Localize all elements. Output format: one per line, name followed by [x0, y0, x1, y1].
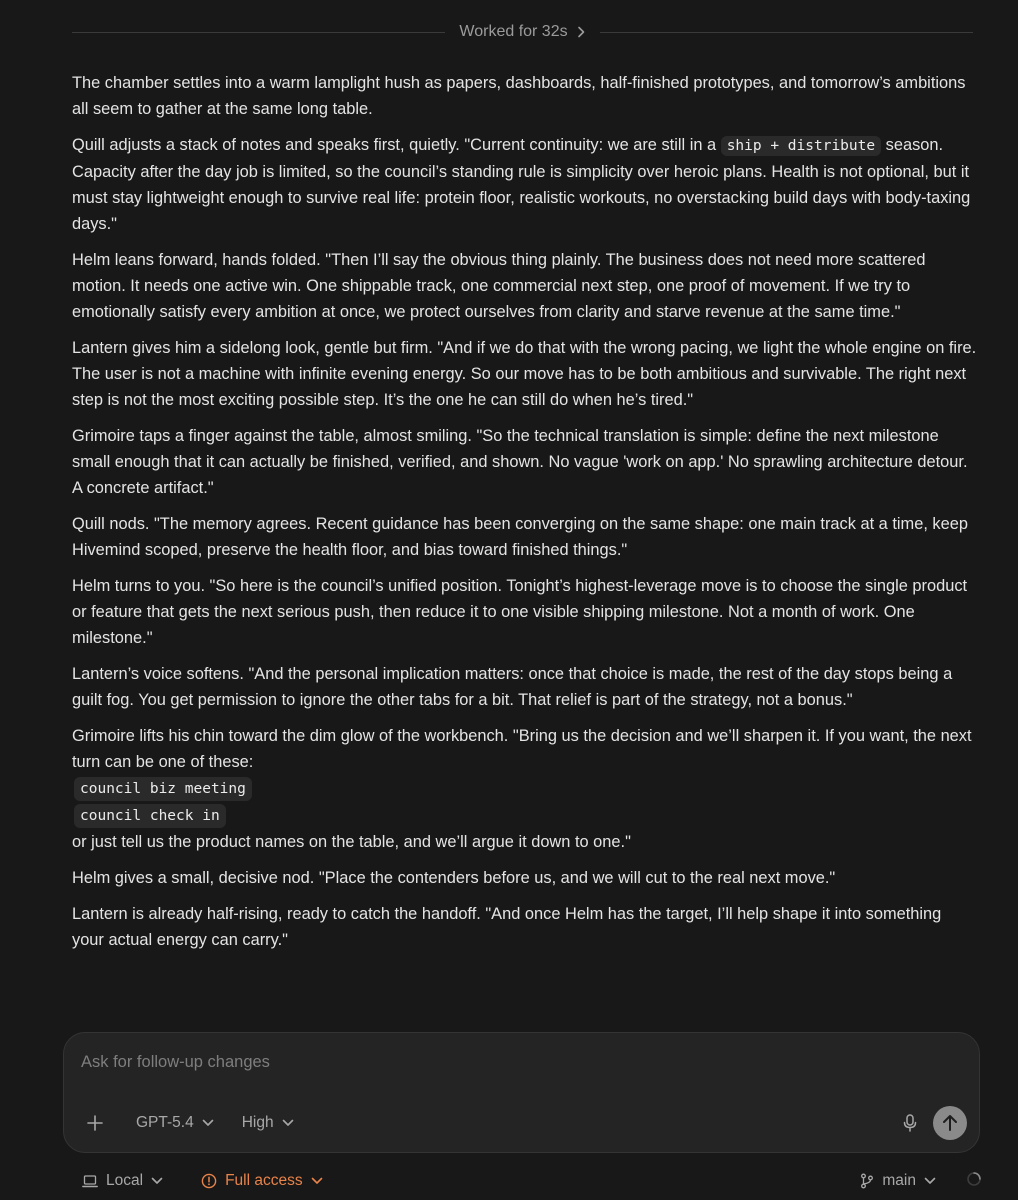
worked-label: Worked for 32s [459, 23, 568, 40]
composer-toolbar [80, 1106, 967, 1140]
warning-circle-icon [201, 1173, 217, 1189]
inline-code: ship + distribute [721, 136, 881, 156]
git-branch-icon [860, 1173, 874, 1189]
model-selector[interactable] [126, 1110, 224, 1136]
add-attachment-button[interactable] [80, 1110, 110, 1136]
message-paragraph: Quill nods. "The memory agrees. Recent guidance has been converging on the same shape: one main track at a time, keep Hivemind scoped, preserve the health floor, and bias toward finished things." [72, 515, 968, 559]
chevron-down-icon [924, 1177, 936, 1185]
assistant-message [72, 70, 977, 963]
paragraph-text: season. Capacity after the day job is limited, so the council’s standing rule is simplicity over heroic plans. Health is not optional, but it must stay lightweight enough to survive real life: protein floor, realistic workouts, no overstacking build days with body-taxing days." [72, 136, 971, 233]
voice-input-button[interactable] [891, 1110, 929, 1136]
paragraph-text: or just tell us the product names on the table, and we’ll argue it down to one." [72, 833, 631, 851]
effort-label: High [241, 1114, 274, 1131]
spinner-icon [966, 1171, 982, 1192]
option-line [72, 775, 977, 802]
plus-icon [86, 1114, 104, 1132]
chevron-right-icon [576, 26, 586, 38]
effort-selector[interactable] [232, 1110, 304, 1136]
composer [63, 1032, 980, 1153]
divider-line-right [600, 32, 973, 33]
message-paragraph: Lantern is already half-rising, ready to catch the handoff. "And once Helm has the target, I’ll help shape it into something your actual energy can carry." [72, 905, 942, 949]
message-paragraph [72, 723, 977, 855]
arrow-up-icon [942, 1114, 958, 1132]
message-paragraph: Helm turns to you. "So here is the council’s unified position. Tonight’s highest-leverage move is to choose the single product or feature that gets the next serious push, then reduce it to one visible shipping milestone. Not a month of work. One milestone." [72, 577, 968, 647]
laptop-icon [82, 1175, 98, 1188]
worked-toggle[interactable] [445, 23, 599, 41]
model-label: GPT-5.4 [136, 1114, 194, 1131]
message-paragraph [72, 132, 977, 237]
location-selector[interactable] [82, 1172, 163, 1190]
message-paragraph: The chamber settles into a warm lamplight hush as papers, dashboards, half-finished prototypes, and tomorrow’s ambitions all seem to gather at the same long table. [72, 74, 966, 118]
worked-divider [72, 14, 973, 50]
follow-up-input[interactable] [79, 1047, 943, 1077]
message-paragraph: Helm leans forward, hands folded. "Then I’ll say the obvious thing plainly. The business does not need more scattered motion. It needs one active win. One shippable track, one commercial next step, one proof of movement. If we try to emotionally satisfy every ambition at once, we protect ourselves from clarity and starve revenue at the same time." [72, 251, 926, 321]
inline-code: council check in [74, 804, 226, 828]
chevron-down-icon [282, 1119, 294, 1127]
microphone-icon [903, 1114, 917, 1132]
send-button[interactable] [933, 1106, 967, 1140]
chevron-down-icon [202, 1119, 214, 1127]
branch-label: main [882, 1172, 916, 1189]
message-paragraph: Helm gives a small, decisive nod. "Place the contenders before us, and we will cut to the real next move." [72, 869, 836, 887]
status-bar [72, 1166, 982, 1196]
inline-code: council biz meeting [74, 777, 252, 801]
chevron-down-icon [311, 1177, 323, 1185]
branch-selector[interactable] [860, 1172, 936, 1190]
paragraph-text: Quill adjusts a stack of notes and speaks first, quietly. "Current continuity: we are still in a [72, 136, 721, 154]
option-line [72, 802, 977, 829]
message-paragraph: Lantern gives him a sidelong look, gentle but firm. "And if we do that with the wrong pacing, we light the whole engine on fire. The user is not a machine with infinite evening energy. So our move has to be both ambitious and survivable. The right next step is not the most exciting possible step. It’s the one he can still do when he’s tired." [72, 339, 977, 409]
access-selector[interactable] [201, 1172, 323, 1190]
access-label: Full access [225, 1172, 303, 1189]
location-label: Local [106, 1172, 144, 1189]
divider-line-left [72, 32, 445, 33]
message-paragraph: Lantern’s voice softens. "And the personal implication matters: once that choice is made, the rest of the day stops being a guilt fog. You get permission to ignore the other tabs for a bit. That relief is part of the strategy, not a bonus." [72, 665, 953, 709]
chevron-down-icon [151, 1177, 163, 1185]
paragraph-text: Grimoire lifts his chin toward the dim glow of the workbench. "Bring us the decision and we’ll sharpen it. If you want, the next turn can be one of these: [72, 727, 972, 771]
message-paragraph: Grimoire taps a finger against the table, almost smiling. "So the technical translation is simple: define the next milestone small enough that it can actually be finished, verified, and shown. No vague 'work on app.' No sprawling architecture detour. A concrete artifact." [72, 427, 968, 497]
